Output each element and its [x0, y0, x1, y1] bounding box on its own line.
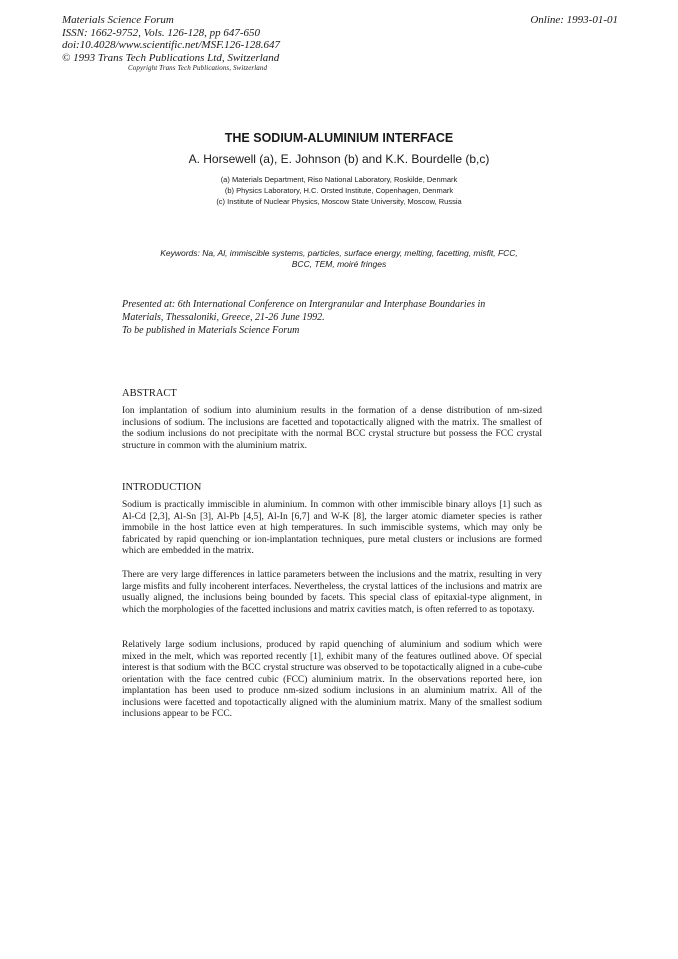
keywords-line-1: Keywords: Na, Al, immiscible systems, particles, surface energy, melting, facetting, misfit, FCC,	[160, 248, 518, 258]
intro-paragraph-2: There are very large differences in lattice parameters between the inclusions and the matrix, resulting in very large misfits and fully incoherent interfaces. Nevertheless, the crystal lattices of the inclusions and matrix are usually aligned, the inclusions being bounded by facets. This special class of epitaxial-type alignment, in which the morphologies of the facetted inclusions and matrix cavities match, is often referred to as topotaxy.	[122, 570, 542, 615]
keywords-line-2: BCC, TEM, moiré fringes	[291, 259, 387, 269]
introduction-heading: INTRODUCTION	[122, 482, 202, 493]
presented-note	[122, 298, 562, 337]
affiliation-a: (a) Materials Department, Riso National Laboratory, Roskilde, Denmark	[220, 175, 458, 184]
presented-line-1: Presented at: 6th International Conference on Intergranular and Interphase Boundaries in	[122, 299, 486, 310]
authors: A. Horsewell (a), E. Johnson (b) and K.K. Bourdelle (b,c)	[188, 152, 490, 166]
abstract-text: Ion implantation of sodium into aluminium results in the formation of a dense distribution of nm-sized inclusions of sodium. The inclusions are facetted and topotactically aligned with the matrix. The smallest of the sodium inclusions do not precipitate with the normal BCC crystal structure but possess the FCC crystal structure in common with the aluminium matrix.	[122, 406, 542, 451]
online-date: Online: 1993-01-01	[530, 14, 618, 26]
keywords	[120, 248, 558, 270]
issn-line: ISSN: 1662-9752, Vols. 126-128, pp 647-650	[62, 26, 260, 39]
doi-line: doi:10.4028/www.scientific.net/MSF.126-128.647	[62, 39, 281, 51]
publisher-line: © 1993 Trans Tech Publications Ltd, Switzerland	[62, 51, 280, 64]
presented-line-3: To be published in Materials Science Forum	[122, 325, 300, 336]
intro-paragraph-1: Sodium is practically immiscible in aluminium. In common with other immiscible binary alloys [1] such as Al-Cd [2,3], Al-Sn [3], Al-Pb [4,5], Al-In [6,7] and W-K [8], the larger atomic diameter species is rather immobile in the host lattice even at high temperatures. In such immiscible systems, which may only be fabricated by rapid quenching or ion-implantation techniques, pure metal clusters or inclusions are formed which are embedded in the matrix.	[122, 500, 542, 556]
affiliation-c: (c) Institute of Nuclear Physics, Moscow State University, Moscow, Russia	[216, 197, 462, 206]
copyright-notice: Copyright Trans Tech Publications, Switzerland	[128, 64, 268, 72]
abstract-heading: ABSTRACT	[122, 388, 177, 399]
presented-line-2: Materials, Thessaloniki, Greece, 21-26 June 1992.	[122, 312, 325, 323]
journal-name: Materials Science Forum	[62, 14, 174, 26]
intro-paragraph-3: Relatively large sodium inclusions, produced by rapid quenching of aluminium and sodium which were mixed in the melt, which was reported recently [1], exhibit many of the features outlined above. Of special interest is that sodium with the BCC crystal structure was observed to be topotactically aligned in a cube-cube orientation with the face centred cubic (FCC) aluminium matrix. In the observations reported here, ion implantation has been used to produce nm-sized sodium inclusions in an aluminium matrix. All of the inclusions were facetted and topotactically aligned with the aluminium matrix. Many of the smallest sodium inclusions appear to be FCC.	[122, 640, 542, 719]
affiliation-b: (b) Physics Laboratory, H.C. Orsted Institute, Copenhagen, Denmark	[224, 186, 454, 195]
journal-header	[62, 14, 280, 64]
affiliations	[0, 174, 678, 207]
paper-title: THE SODIUM-ALUMINIUM INTERFACE	[224, 131, 454, 145]
